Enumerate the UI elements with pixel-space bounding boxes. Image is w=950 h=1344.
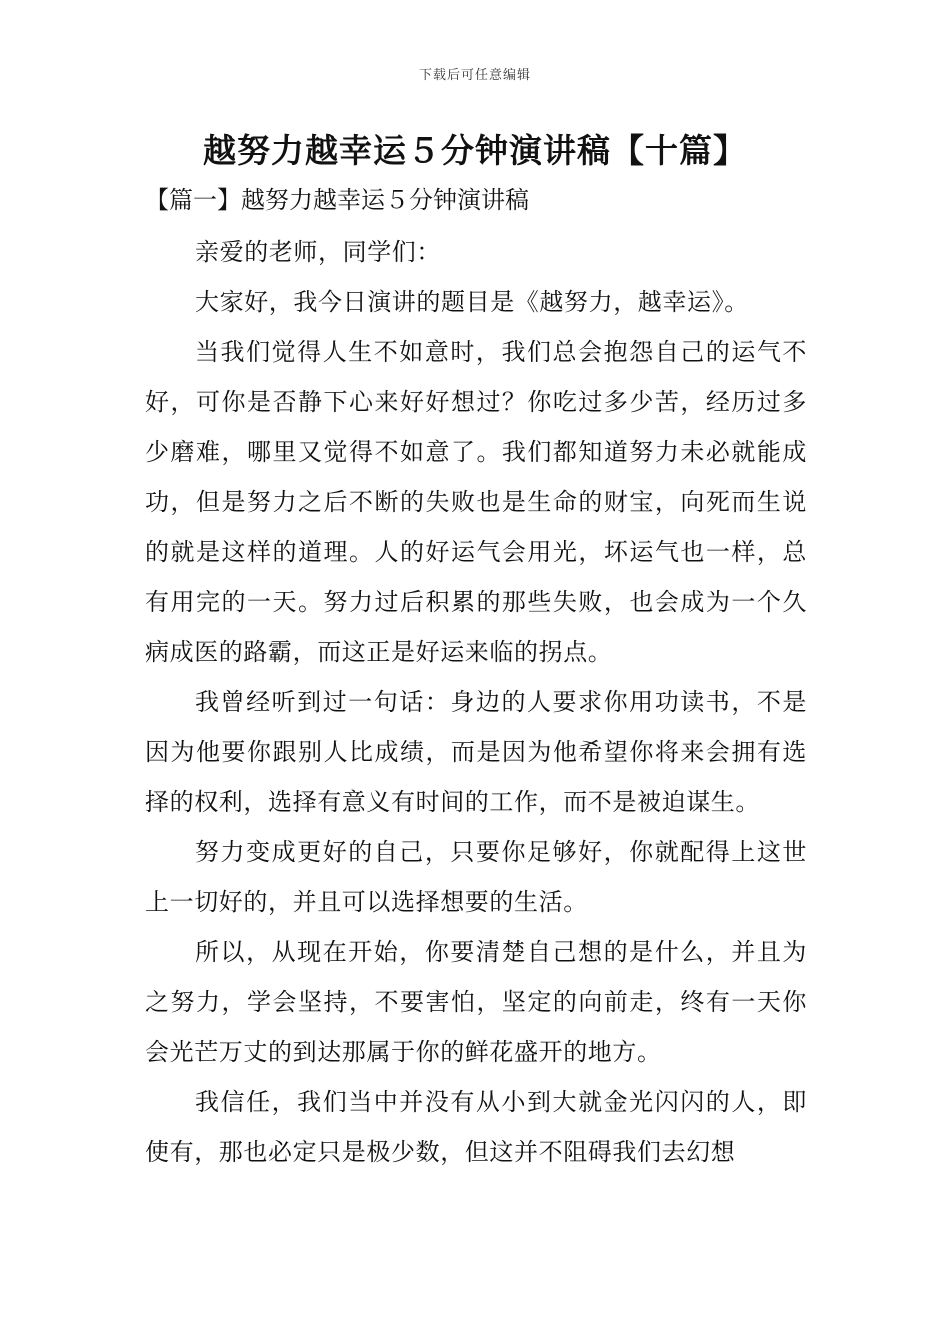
paragraph-greeting: 亲爱的老师，同学们： bbox=[195, 238, 441, 266]
paragraph: 我信任，我们当中并没有从小到大就金光闪闪的人，即使有，那也必定只是极少数，但这并不阻碍我们去幻想 bbox=[145, 1088, 807, 1166]
paragraph: 我曾经听到过一句话：身边的人要求你用功读书，不是因为他要你跟别人比成绩，而是因为他希望你将来会拥有选择的权利，选择有意义有时间的工作，而不是被迫谋生。 bbox=[145, 688, 807, 816]
paragraph: 努力变成更好的自己，只要你足够好，你就配得上这世上一切好的，并且可以选择想要的生活。 bbox=[145, 838, 807, 916]
document-title: 越努力越幸运５分钟演讲稿【十篇】 bbox=[203, 131, 747, 170]
paragraph: 所以，从现在开始，你要清楚自己想的是什么，并且为之努力，学会坚持，不要害怕，坚定的向前走，终有一天你会光芒万丈的到达那属于你的鲜花盛开的地方。 bbox=[145, 938, 807, 1066]
body-text bbox=[145, 227, 807, 1177]
paragraph-topic: 大家好，我今日演讲的题目是《越努力，越幸运》。 bbox=[195, 288, 749, 316]
header-note: 下载后可任意编辑 bbox=[418, 68, 531, 83]
paragraph: 当我们觉得人生不如意时，我们总会抱怨自己的运气不好，可你是否静下心来好好想过？你吃过多少苦，经历过多少磨难，哪里又觉得不如意了。我们都知道努力未必就能成功，但是努力之后不断的失败也是生命的财宝，向死而生说的就是这样的道理。人的好运气会用光，坏运气也一样，总有用完的一天。努力过后积累的那些失败，也会成为一个久病成医的路霸，而这正是好运来临的拐点。 bbox=[145, 338, 807, 666]
section-heading: 【篇一】越努力越幸运５分钟演讲稿 bbox=[145, 186, 529, 214]
